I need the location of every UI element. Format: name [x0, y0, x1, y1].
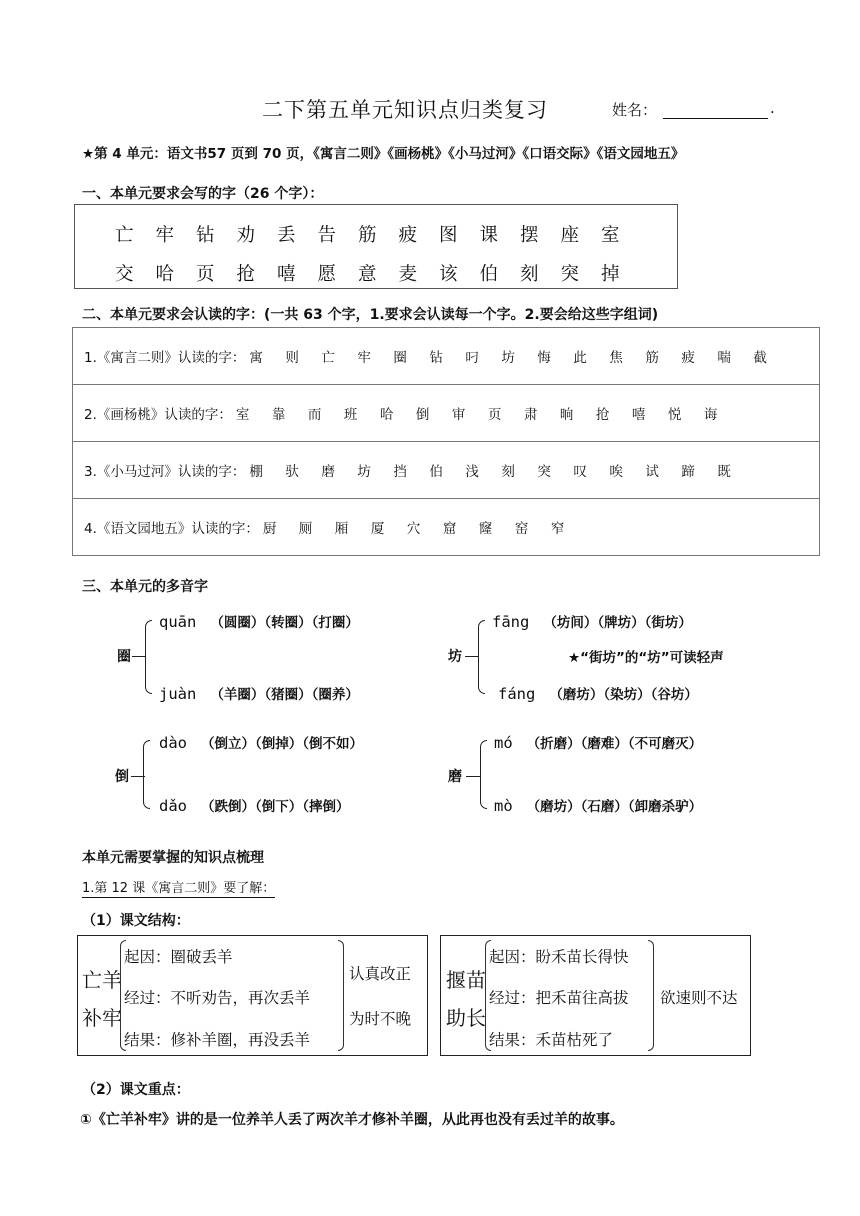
- read-char: 唉: [609, 464, 623, 480]
- read-char: 试: [645, 464, 659, 480]
- read-char: 页: [487, 407, 502, 423]
- read-char: 则: [285, 350, 299, 366]
- write-char: 亡: [115, 225, 134, 246]
- read-char: 喘: [717, 350, 731, 366]
- read-char: 蹄: [681, 464, 695, 480]
- story2-result: 结果：禾苗枯死了: [489, 1031, 614, 1049]
- story1-title-1: 亡羊: [82, 968, 122, 992]
- write-chars-box: [74, 204, 678, 289]
- read-char: 厦: [370, 521, 385, 537]
- write-char: 刻: [520, 264, 539, 285]
- read-char: 哈: [379, 407, 394, 423]
- story1-result: 结果：修补羊圈，再没丢羊: [124, 1031, 311, 1049]
- polyphone-fang-head: 坊: [448, 649, 462, 665]
- unit-intro: ★第 4 单元：语文书57 页到 70 页，《寓言二则》《画杨桃》《小马过河》《口语交际》《语文园地五》: [82, 146, 685, 162]
- lesson-heading: 1.第 12 课《寓言二则》要了解：: [82, 877, 275, 898]
- brace: [338, 940, 344, 1051]
- read-char: 室: [235, 407, 250, 423]
- write-char: 意: [358, 264, 377, 285]
- read-char: 悔: [537, 350, 551, 366]
- write-char: 劝: [236, 225, 256, 246]
- name-end-mark: .: [770, 99, 775, 117]
- section4-heading: 本单元需要掌握的知识点梳理: [82, 850, 264, 866]
- brace: [145, 620, 152, 694]
- story2-title-1: 揠苗: [446, 968, 486, 992]
- read-char: 坊: [501, 350, 515, 366]
- read-char: 亡: [321, 350, 335, 366]
- read-char: 浅: [465, 464, 479, 480]
- read-char: 肃: [523, 407, 538, 423]
- brace: [478, 620, 485, 694]
- read-char: 疲: [681, 350, 695, 366]
- read-char: 厨: [262, 521, 277, 537]
- section1-heading: 一、本单元要求会写的字（26 个字）：: [82, 186, 324, 202]
- story1-moral-1: 认真改正: [349, 965, 412, 983]
- write-char: 丢: [277, 225, 296, 246]
- story1-title-2: 补牢: [82, 1006, 122, 1030]
- write-char: 筋: [358, 225, 377, 246]
- story2-process: 经过：把禾苗往高拔: [489, 989, 629, 1007]
- read-chars-row: [73, 499, 820, 556]
- write-char: 牢: [155, 225, 175, 246]
- write-char: 室: [601, 225, 620, 246]
- read-char: 坊: [357, 464, 371, 480]
- story1-moral-2: 为时不晚: [349, 1010, 412, 1028]
- read-char: 窿: [478, 521, 493, 537]
- story1-cause: 起因：圈破丢羊: [124, 948, 233, 966]
- read-chars-row: [73, 442, 820, 499]
- story1-structure-box: [77, 935, 428, 1056]
- write-chars-row2: [115, 260, 642, 286]
- polyphone-mo-head: 磨: [448, 769, 462, 785]
- read-char: 钻: [429, 350, 443, 366]
- brace: [480, 740, 487, 809]
- write-char: 麦: [398, 264, 418, 285]
- write-char: 座: [560, 225, 580, 246]
- section3-heading: 三、本单元的多音字: [82, 579, 208, 595]
- write-char: 抢: [236, 264, 256, 285]
- story2-structure-box: [440, 935, 751, 1056]
- write-chars-row1: [115, 221, 642, 247]
- read-char: 叼: [465, 350, 479, 366]
- read-chars-table: [72, 327, 820, 556]
- read-chars-row: [73, 328, 820, 385]
- polyphone-dao-bottom: dǎo （跌倒）（倒下）（摔倒）: [159, 797, 350, 815]
- section2-heading: 二、本单元要求会认读的字：(一共 63 个字，1.要求会认读每一个字。2.要会给这些字组词): [82, 307, 659, 323]
- brace: [648, 940, 654, 1051]
- read-chars-cell: [73, 499, 820, 556]
- brace-stem: [466, 776, 480, 777]
- read-char: 抢: [595, 407, 610, 423]
- read-char: 审: [451, 407, 466, 423]
- polyphone-quan-bottom: juàn （羊圈）（猪圈）（圈养）: [159, 685, 359, 703]
- polyphone-fang-bottom: fáng （磨坊）（染坊）（谷坊）: [498, 685, 698, 703]
- polyphone-dao-head: 倒: [115, 769, 129, 785]
- polyphone-mo-top: mó （折磨）（磨难）（不可磨灭）: [494, 734, 703, 752]
- read-char: 悦: [667, 407, 682, 423]
- read-char: 窑: [514, 521, 529, 537]
- read-chars-cell: [73, 442, 820, 499]
- read-char: 诲: [703, 407, 718, 423]
- read-char: 窟: [442, 521, 457, 537]
- brace-stem: [465, 656, 479, 657]
- read-char: 焦: [609, 350, 623, 366]
- read-char: 穴: [406, 521, 421, 537]
- read-char: 厕: [298, 521, 313, 537]
- read-chars-label: 2.《画杨桃》认读的字：: [84, 407, 232, 423]
- key-points-heading: （2）课文重点：: [82, 1082, 190, 1098]
- read-char: 筋: [645, 350, 659, 366]
- write-char: 愿: [317, 264, 337, 285]
- story2-title-2: 助长: [446, 1006, 486, 1030]
- read-char: 磨: [321, 464, 335, 480]
- read-char: 既: [717, 464, 731, 480]
- write-char: 图: [439, 225, 458, 246]
- read-char: 晌: [559, 407, 574, 423]
- read-char: 班: [343, 407, 358, 423]
- polyphone-dao-top: dào （倒立）（倒掉）（倒不如）: [159, 734, 363, 752]
- read-char: 此: [573, 350, 587, 366]
- brace-stem: [132, 656, 146, 657]
- read-char: 牢: [357, 350, 371, 366]
- write-char: 课: [479, 225, 499, 246]
- read-char: 突: [537, 464, 551, 480]
- write-char: 交: [115, 264, 134, 285]
- read-char: 厢: [334, 521, 349, 537]
- write-char: 哈: [155, 264, 175, 285]
- read-char: 寓: [249, 350, 263, 366]
- read-char: 倒: [415, 407, 430, 423]
- name-blank-line[interactable]: [663, 118, 768, 119]
- read-chars-label: 3.《小马过河》认读的字：: [84, 464, 246, 480]
- polyphone-fang-top: fāng （坊间）（牌坊）（街坊）: [492, 613, 692, 631]
- read-chars-cell: [73, 385, 820, 442]
- brace: [143, 740, 150, 809]
- polyphone-quan-head: 圈: [117, 649, 131, 665]
- read-char: 而: [307, 407, 322, 423]
- write-char: 钻: [196, 225, 215, 246]
- write-char: 伯: [479, 264, 499, 285]
- write-char: 嘻: [277, 264, 296, 285]
- key-point-1: ①《亡羊补牢》讲的是一位养羊人丢了两次羊才修补羊圈，从此再也没有丢过羊的故事。: [80, 1112, 624, 1128]
- read-char: 伯: [429, 464, 443, 480]
- polyphone-quan-top: quān （圆圈）（转圈）（打圈）: [159, 613, 359, 631]
- name-label: 姓名：: [612, 101, 658, 119]
- write-char: 突: [560, 264, 580, 285]
- read-char: 刻: [501, 464, 515, 480]
- write-char: 掉: [601, 264, 620, 285]
- read-chars-cell: [73, 328, 820, 385]
- story1-process: 经过：不听劝告，再次丢羊: [124, 989, 311, 1007]
- polyphone-fang-note: ★“街坊”的“坊”可读轻声: [568, 650, 724, 666]
- read-char: 窄: [550, 521, 565, 537]
- polyphone-mo-bottom: mò （磨坊）（石磨）（卸磨杀驴）: [494, 797, 703, 815]
- story2-cause: 起因：盼禾苗长得快: [489, 948, 629, 966]
- read-char: 棚: [249, 464, 263, 480]
- read-char: 靠: [271, 407, 286, 423]
- write-char: 页: [196, 264, 215, 285]
- structure-heading: （1）课文结构：: [82, 913, 190, 929]
- write-char: 该: [439, 264, 458, 285]
- read-char: 挡: [393, 464, 407, 480]
- write-char: 摆: [520, 225, 539, 246]
- write-char: 告: [317, 225, 337, 246]
- read-char: 截: [753, 350, 767, 366]
- read-chars-label: 4.《语文园地五》认读的字：: [84, 521, 259, 537]
- story2-moral: 欲速则不达: [660, 989, 738, 1007]
- read-char: 叹: [573, 464, 587, 480]
- read-chars-label: 1.《寓言二则》认读的字：: [84, 350, 246, 366]
- read-char: 圈: [393, 350, 407, 366]
- read-char: 嘻: [631, 407, 646, 423]
- page-title: 二下第五单元知识点归类复习: [262, 98, 548, 122]
- read-char: 驮: [285, 464, 299, 480]
- write-char: 疲: [398, 225, 418, 246]
- read-chars-row: [73, 385, 820, 442]
